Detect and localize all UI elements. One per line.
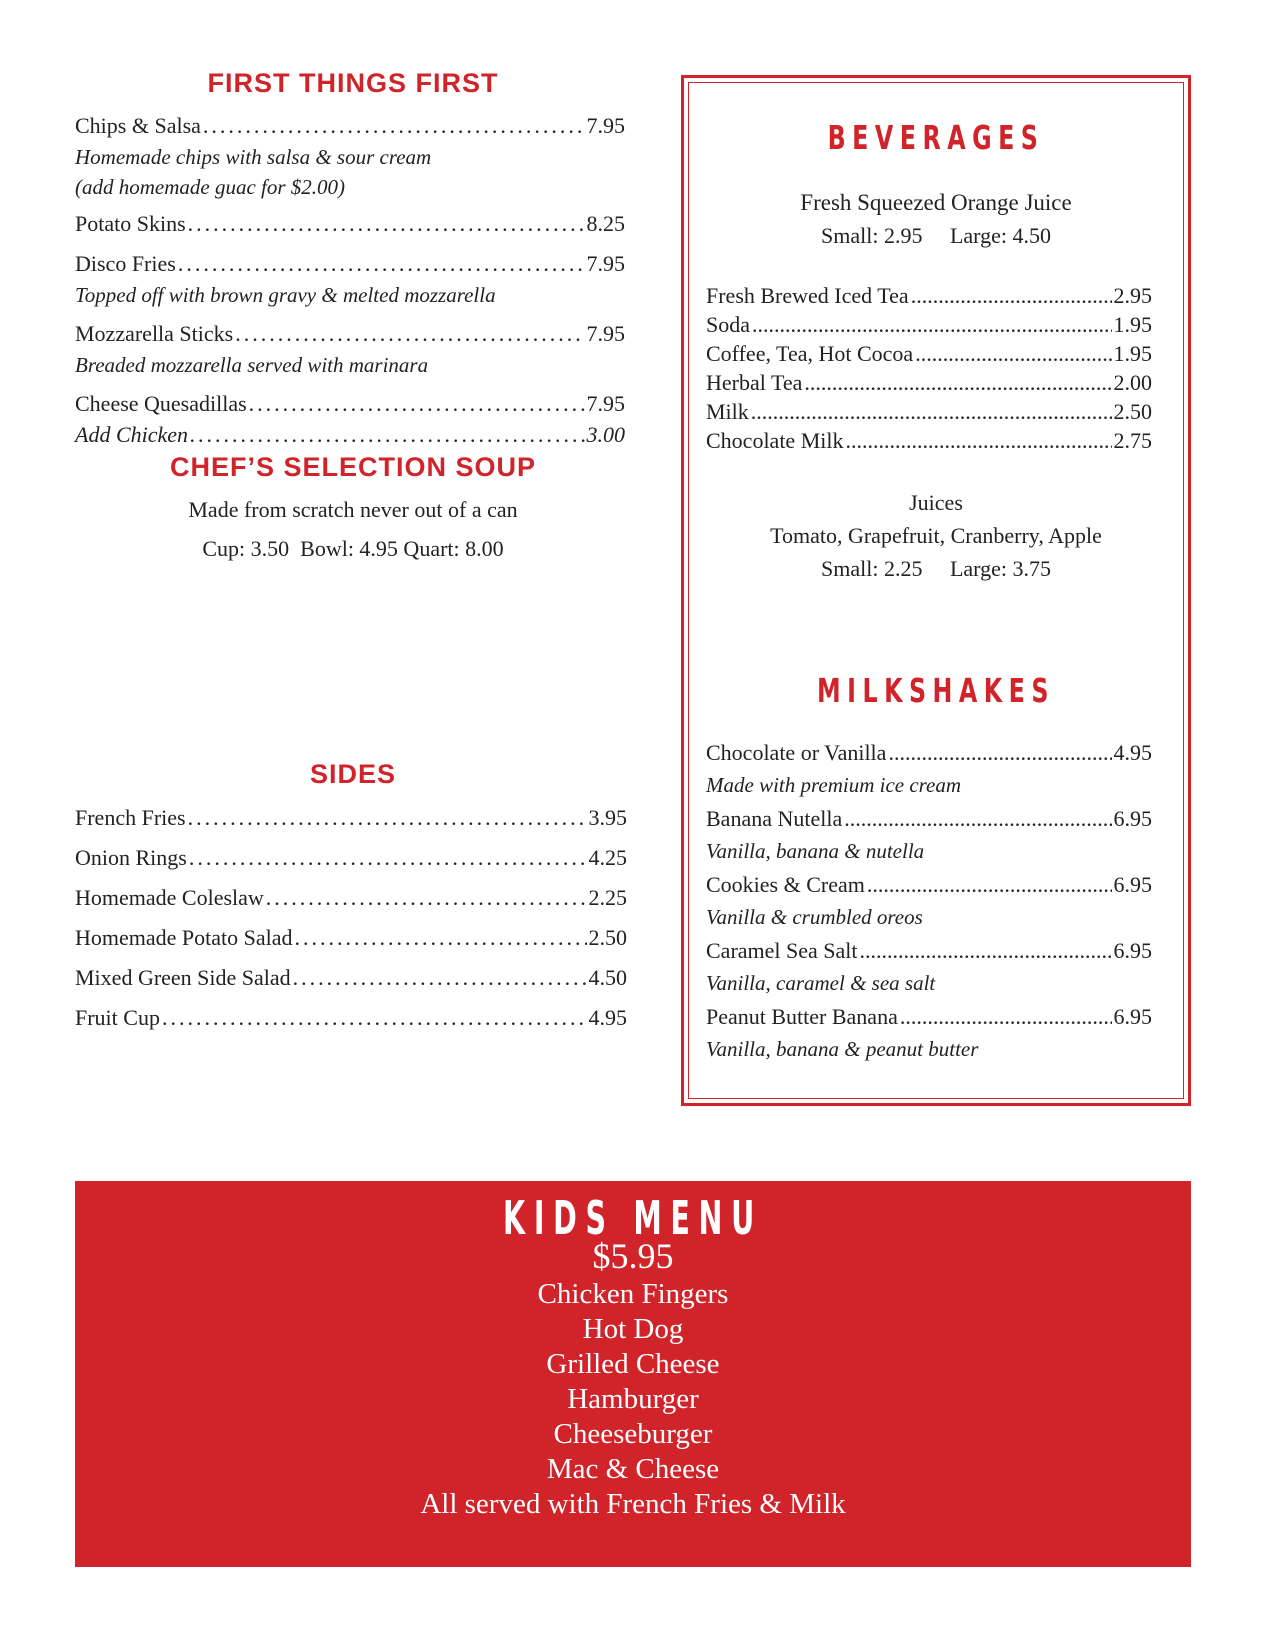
dot-leader	[915, 341, 1111, 367]
milkshakes-heading: MILKSHAKES	[817, 671, 1055, 710]
juices-list: Tomato, Grapefruit, Cranberry, Apple	[770, 523, 1102, 548]
soup-description: Made from scratch never out of a can	[188, 497, 518, 522]
menu-item	[706, 399, 1152, 425]
dot-leader	[295, 925, 587, 951]
menu-item	[75, 805, 627, 831]
item-name: French Fries	[75, 805, 186, 830]
item-name: Fruit Cup	[75, 1005, 160, 1030]
dot-leader	[845, 428, 1111, 454]
dot-leader	[188, 211, 585, 237]
menu-item	[75, 925, 627, 951]
item-name: Homemade Coleslaw	[75, 885, 264, 910]
dot-leader	[900, 1004, 1112, 1030]
item-name: Mozzarella Sticks	[75, 321, 234, 346]
item-name: Add Chicken	[75, 422, 189, 447]
dot-leader	[190, 422, 584, 448]
item-name: Chocolate Milk	[706, 428, 844, 453]
menu-item	[75, 113, 625, 139]
item-price: 1.95	[1113, 312, 1152, 337]
menu-item	[75, 321, 625, 347]
item-price: 2.25	[588, 885, 627, 910]
menu-item	[706, 370, 1152, 396]
kids-menu-item: Hot Dog	[582, 1313, 684, 1345]
item-name: Coffee, Tea, Hot Cocoa	[706, 341, 914, 366]
menu-item	[706, 341, 1152, 367]
item-name: Caramel Sea Salt	[706, 938, 858, 963]
item-price: 1.95	[1113, 341, 1152, 366]
kids-menu-note: All served with French Fries & Milk	[420, 1488, 846, 1520]
menu-item	[75, 1005, 627, 1031]
kids-menu-item: Grilled Cheese	[546, 1348, 720, 1380]
menu-item	[706, 283, 1152, 309]
item-name: Chips & Salsa	[75, 113, 201, 138]
kids-menu-heading: KIDS MENU	[503, 1191, 763, 1245]
beverages-heading: BEVERAGES	[827, 118, 1045, 157]
item-price: 6.95	[1113, 938, 1152, 963]
menu-item	[75, 251, 625, 277]
menu-item	[706, 740, 1152, 766]
dot-leader	[888, 740, 1111, 766]
item-name: Soda	[706, 312, 750, 337]
item-price: 4.50	[588, 965, 627, 990]
menu-item	[75, 391, 625, 417]
dot-leader	[189, 845, 587, 871]
soup-heading: CHEF’S SELECTION SOUP	[169, 452, 537, 482]
item-name: Disco Fries	[75, 251, 176, 276]
dot-leader	[867, 872, 1112, 898]
menu-item	[706, 428, 1152, 454]
item-price: 8.25	[586, 211, 625, 236]
item-price: 4.95	[588, 1005, 627, 1030]
item-price: 7.95	[586, 113, 625, 138]
dot-leader	[752, 312, 1112, 338]
item-name: Homemade Potato Salad	[75, 925, 293, 950]
menu-item	[75, 965, 627, 991]
item-price: 3.00	[586, 422, 625, 447]
item-price: 6.95	[1113, 1004, 1152, 1029]
juices-title: Juices	[909, 490, 963, 515]
item-description: Vanilla, banana & nutella	[706, 839, 925, 863]
juices-prices: Small: 2.25 Large: 3.75	[821, 556, 1051, 581]
item-name: Onion Rings	[75, 845, 187, 870]
kids-menu-item: Cheeseburger	[553, 1418, 713, 1450]
item-price: 6.95	[1113, 806, 1152, 831]
menu-item	[706, 1004, 1152, 1030]
kids-menu-list	[75, 1277, 1191, 1522]
menu-item	[75, 211, 625, 237]
orange-juice-prices: Small: 2.95 Large: 4.50	[821, 223, 1051, 248]
kids-menu-item: Chicken Fingers	[537, 1278, 729, 1310]
item-price: 2.00	[1113, 370, 1152, 395]
item-name: Peanut Butter Banana	[706, 1004, 898, 1029]
dot-leader	[860, 938, 1112, 964]
item-description: Made with premium ice cream	[706, 773, 962, 797]
dot-leader	[293, 965, 587, 991]
dot-leader	[188, 805, 587, 831]
item-price: 3.95	[588, 805, 627, 830]
item-price: 7.95	[586, 321, 625, 346]
menu-item	[706, 806, 1152, 832]
item-price: 7.95	[586, 251, 625, 276]
menu-item	[706, 938, 1152, 964]
item-price: 2.95	[1113, 283, 1152, 308]
menu-item	[75, 885, 627, 911]
item-description: (add homemade guac for $2.00)	[75, 175, 346, 199]
dot-leader	[751, 399, 1112, 425]
soup-prices: Cup: 3.50 Bowl: 4.95 Quart: 8.00	[202, 536, 504, 561]
dot-leader	[235, 321, 584, 347]
item-name: Cheese Quesadillas	[75, 391, 247, 416]
item-name: Cookies & Cream	[706, 872, 865, 897]
orange-juice-title: Fresh Squeezed Orange Juice	[800, 190, 1072, 215]
menu-item	[706, 872, 1152, 898]
item-description: Vanilla, banana & peanut butter	[706, 1037, 979, 1061]
kids-menu-panel	[75, 1181, 1191, 1567]
item-description: Homemade chips with salsa & sour cream	[75, 145, 432, 169]
item-name: Milk	[706, 399, 749, 424]
item-name: Fresh Brewed Iced Tea	[706, 283, 909, 308]
sides-heading: SIDES	[309, 759, 397, 789]
kids-menu-item: Mac & Cheese	[546, 1453, 720, 1485]
dot-leader	[203, 113, 585, 139]
item-price: 2.75	[1113, 428, 1152, 453]
item-description: Breaded mozzarella served with marinara	[75, 353, 429, 377]
item-price: 2.50	[588, 925, 627, 950]
first-things-first-heading: FIRST THINGS FIRST	[207, 68, 499, 98]
dot-leader	[804, 370, 1111, 396]
item-name: Herbal Tea	[706, 370, 803, 395]
item-name: Banana Nutella	[706, 806, 843, 831]
item-price: 4.95	[1113, 740, 1152, 765]
dot-leader	[266, 885, 587, 911]
menu-item	[75, 845, 627, 871]
dot-leader	[844, 806, 1111, 832]
kids-menu-price: $5.95	[592, 1236, 674, 1276]
dot-leader	[911, 283, 1112, 309]
menu-item-addon	[75, 422, 625, 448]
item-price: 4.25	[588, 845, 627, 870]
item-price: 2.50	[1113, 399, 1152, 424]
dot-leader	[178, 251, 585, 277]
item-description: Topped off with brown gravy & melted mozzarella	[75, 283, 496, 307]
dot-leader	[249, 391, 585, 417]
item-price: 6.95	[1113, 872, 1152, 897]
item-description: Vanilla & crumbled oreos	[706, 905, 923, 929]
item-name: Chocolate or Vanilla	[706, 740, 887, 765]
item-price: 7.95	[586, 391, 625, 416]
item-name: Potato Skins	[75, 211, 186, 236]
item-description: Vanilla, caramel & sea salt	[706, 971, 936, 995]
menu-item	[706, 312, 1152, 338]
dot-leader	[162, 1005, 587, 1031]
kids-menu-item: Hamburger	[567, 1383, 699, 1415]
item-name: Mixed Green Side Salad	[75, 965, 291, 990]
